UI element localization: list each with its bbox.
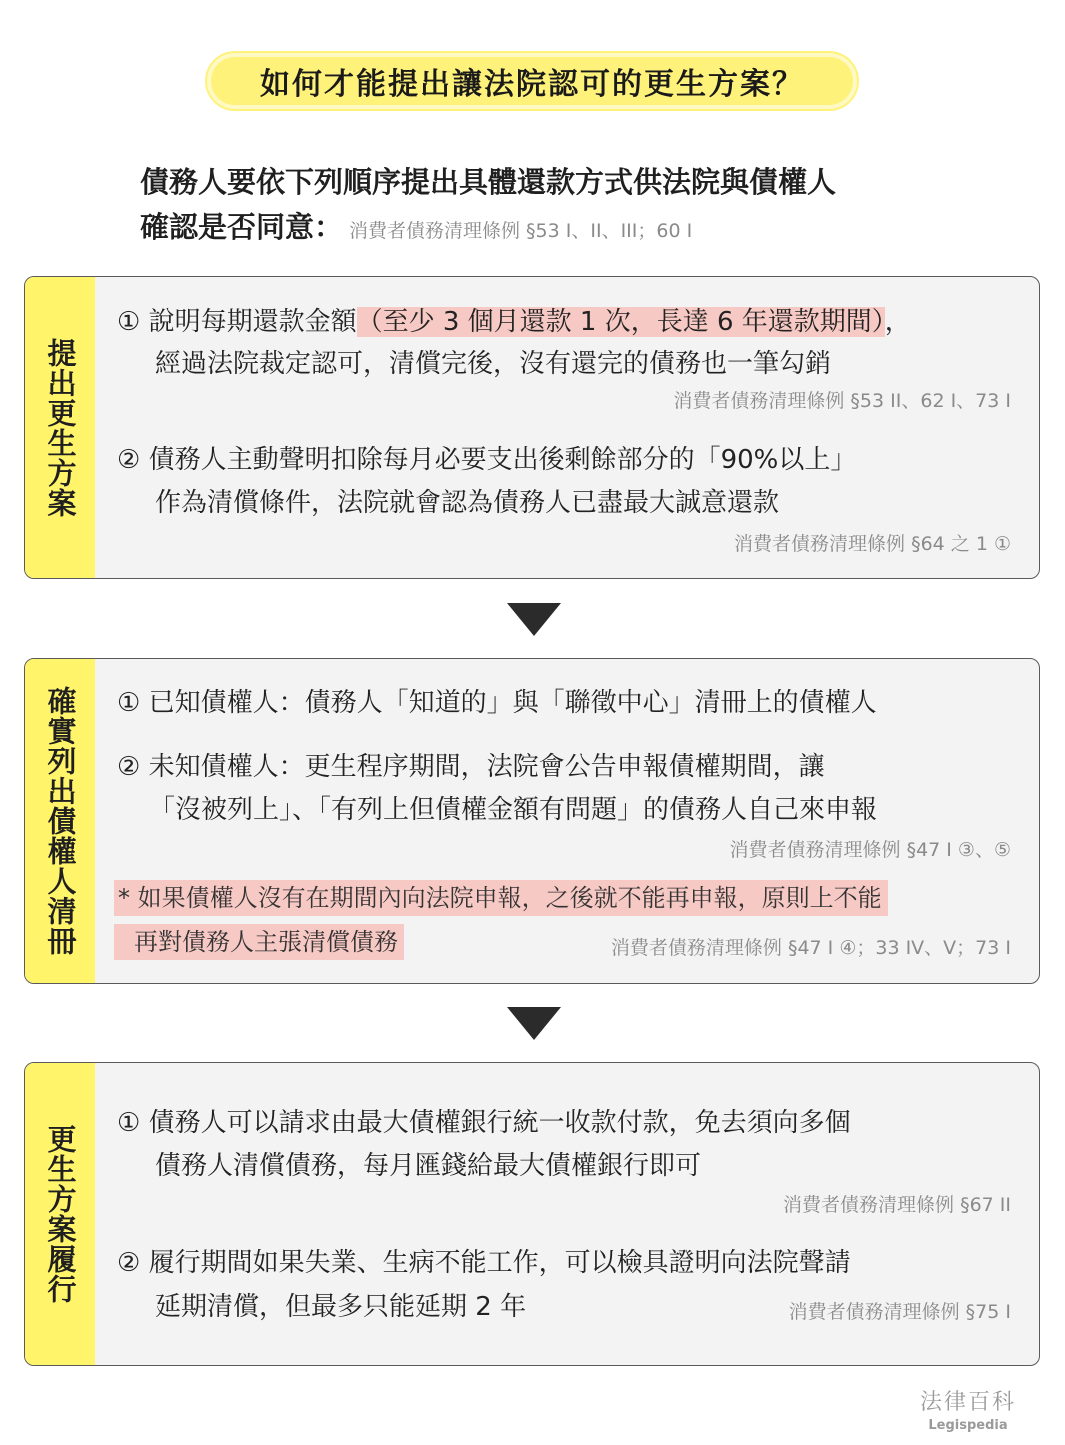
item-1-line-1 [117, 302, 911, 342]
note-legal-reference: 消費者債務清理條例 §47 I ④；33 IV、V；73 I [610, 937, 1011, 959]
intro-line-1: 債務人要依下列順序提出具體還款方式供法院與債權人 [140, 165, 837, 199]
item-1-legal-reference: 消費者債務清理條例 §53 II、62 I、73 I [673, 390, 1011, 412]
item-2-line-1: ② 債務人主動聲明扣除每月必要支出後剩餘部分的「90%以上」 [117, 445, 857, 475]
item-1-text: ① 說明每期還款金額 [117, 307, 357, 337]
item-2-legal-reference: 消費者債務清理條例 §47 I ③、⑤ [729, 839, 1011, 861]
item-1-legal-reference: 消費者債務清理條例 §67 II [783, 1194, 1011, 1216]
section-propose-plan [24, 276, 1040, 579]
item-1-line-2: 債務人清償債務，每月匯錢給最大債權銀行即可 [155, 1151, 702, 1181]
section-label [25, 659, 95, 983]
intro-line-2-text: 確認是否同意： [140, 210, 344, 244]
item-2-line-1: ② 履行期間如果失業、生病不能工作，可以檢具證明向法院聲請 [117, 1248, 851, 1278]
logo-english: Legispedia [928, 1418, 1008, 1433]
intro-line-2 [140, 205, 836, 254]
item-2-line-2: 延期清償，但最多只能延期 2 年 [155, 1292, 527, 1322]
page-title: 如何才能提出讓法院認可的更生方案？ [207, 53, 857, 109]
intro-text [140, 160, 836, 254]
section-list-creditors [24, 658, 1040, 984]
section-label [25, 277, 95, 578]
item-1-highlight: （至少 3 個月還款 1 次，長達 6 年還款期間） [356, 307, 885, 337]
item-2-line-2: 「沒被列上」、「有列上但債權金額有問題」的債務人自己來申報 [149, 795, 878, 825]
legispedia-logo [918, 1385, 1018, 1433]
intro-legal-reference: 消費者債務清理條例 §53 I、II、III；60 I [349, 220, 693, 242]
item-1-line-1: ① 已知債權人：債務人「知道的」與「聯徵中心」清冊上的債權人 [117, 688, 877, 718]
down-arrow-icon [507, 603, 561, 636]
section-label-text: 提出更生方案 [43, 337, 78, 518]
item-2-legal-reference: 消費者債務清理條例 §75 I [788, 1301, 1011, 1323]
section-plan-execution [24, 1062, 1040, 1366]
down-arrow-icon [507, 1007, 561, 1040]
logo-chinese: 法律百科 [919, 1390, 1016, 1415]
item-2-line-1: ② 未知債權人：更生程序期間，法院會公告申報債權期間，讓 [117, 752, 825, 782]
section-label-text: 更生方案履行 [43, 1124, 78, 1304]
item-1-comma: ， [884, 307, 911, 337]
item-2-legal-reference: 消費者債務清理條例 §64 之 1 ① [734, 533, 1011, 555]
item-1-line-1: ① 債務人可以請求由最大債權銀行統一收款付款，免去須向多個 [117, 1108, 851, 1138]
section-label-text: 確實列出債權人清冊 [43, 686, 78, 956]
note-line-2: 再對債務人主張清償債務 [114, 924, 404, 960]
section-label [25, 1063, 95, 1365]
note-line-1: * 如果債權人沒有在期間內向法院申報，之後就不能再申報，原則上不能 [114, 880, 888, 916]
item-1-line-2: 經過法院裁定認可，清償完後，沒有還完的債務也一筆勾銷 [155, 349, 832, 379]
item-2-line-2: 作為清償條件，法院就會認為債務人已盡最大誠意還款 [155, 488, 780, 518]
